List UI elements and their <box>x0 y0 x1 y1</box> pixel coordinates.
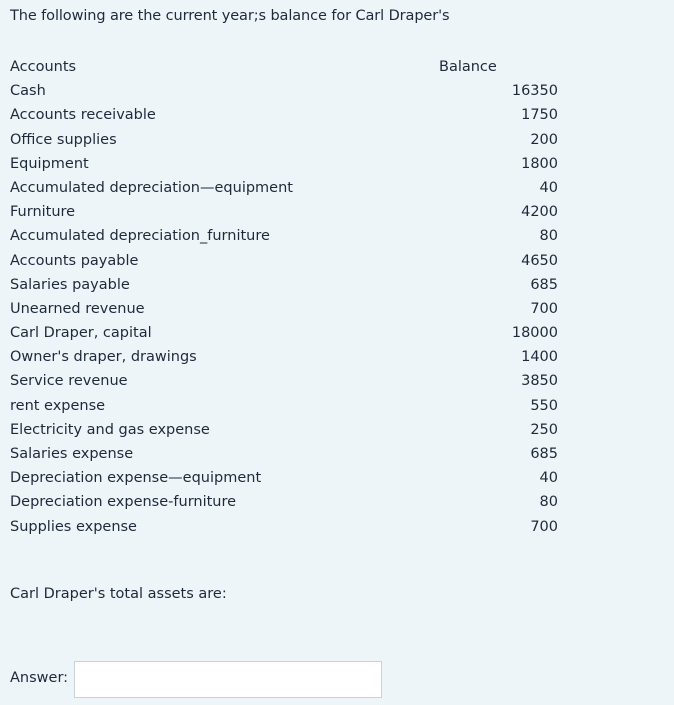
account-balance: 250 <box>530 421 558 438</box>
account-name: Office supplies <box>10 131 117 148</box>
account-balance: 18000 <box>511 325 558 342</box>
table-row <box>10 79 558 103</box>
account-name: Depreciation expense-furniture <box>10 494 237 511</box>
account-name: Supplies expense <box>10 518 137 535</box>
account-balance: 4200 <box>521 204 558 221</box>
header-accounts: Accounts <box>10 59 77 75</box>
account-balance: 700 <box>530 300 558 317</box>
table-row <box>10 369 558 393</box>
table-row <box>10 249 558 273</box>
table-row <box>10 176 558 200</box>
account-name: rent expense <box>10 397 106 414</box>
table-row <box>10 297 558 321</box>
answer-input[interactable] <box>74 661 382 698</box>
account-balance: 200 <box>530 131 558 148</box>
account-name: Service revenue <box>10 373 128 390</box>
account-name: Carl Draper, capital <box>10 325 152 342</box>
answer-label: Answer: <box>10 670 69 686</box>
account-name: Salaries expense <box>10 446 134 462</box>
account-balance: 685 <box>530 276 558 293</box>
table-row <box>10 200 558 224</box>
question-prompt: Carl Draper's total assets are: <box>10 586 227 602</box>
account-balance: 550 <box>530 397 558 414</box>
table-row <box>10 466 558 490</box>
question-intro: The following are the current year;s balance for Carl Draper's <box>10 8 450 24</box>
account-balance: 40 <box>539 470 558 487</box>
account-balance: 40 <box>539 179 558 196</box>
table-row <box>10 515 558 539</box>
account-name: Accumulated depreciation—equipment <box>10 179 293 196</box>
table-row <box>10 321 558 345</box>
account-name: Accounts receivable <box>10 107 156 124</box>
account-balance: 1750 <box>521 107 558 124</box>
header-balance: Balance <box>439 59 497 75</box>
table-body <box>10 79 558 539</box>
table-row <box>10 103 558 127</box>
account-name: Electricity and gas expense <box>10 421 210 438</box>
account-balance: 80 <box>539 494 558 511</box>
table-header <box>10 55 558 79</box>
account-name: Furniture <box>10 204 76 221</box>
account-balance: 4650 <box>521 252 558 269</box>
account-name: Accumulated depreciation_furniture <box>10 228 270 245</box>
account-name: Cash <box>10 83 46 100</box>
account-name: Accounts payable <box>10 252 139 269</box>
table-row <box>10 490 558 514</box>
table-row <box>10 442 558 466</box>
account-name: Unearned revenue <box>10 300 145 317</box>
table-row <box>10 418 558 442</box>
account-name: Salaries payable <box>10 276 130 293</box>
table-row <box>10 394 558 418</box>
account-name: Owner's draper, drawings <box>10 349 197 366</box>
account-balance: 685 <box>530 446 558 462</box>
account-balance: 1800 <box>521 155 558 172</box>
account-balance: 1400 <box>521 349 558 366</box>
table-row <box>10 224 558 248</box>
table-row <box>10 345 558 369</box>
account-balance: 16350 <box>511 83 558 100</box>
account-name: Equipment <box>10 155 89 172</box>
account-balance: 80 <box>539 228 558 245</box>
account-balance: 700 <box>530 518 558 535</box>
account-name: Depreciation expense—equipment <box>10 470 262 487</box>
account-balance: 3850 <box>521 373 558 390</box>
table-row <box>10 273 558 297</box>
table-row <box>10 128 558 152</box>
balance-table <box>10 55 558 539</box>
table-row <box>10 152 558 176</box>
